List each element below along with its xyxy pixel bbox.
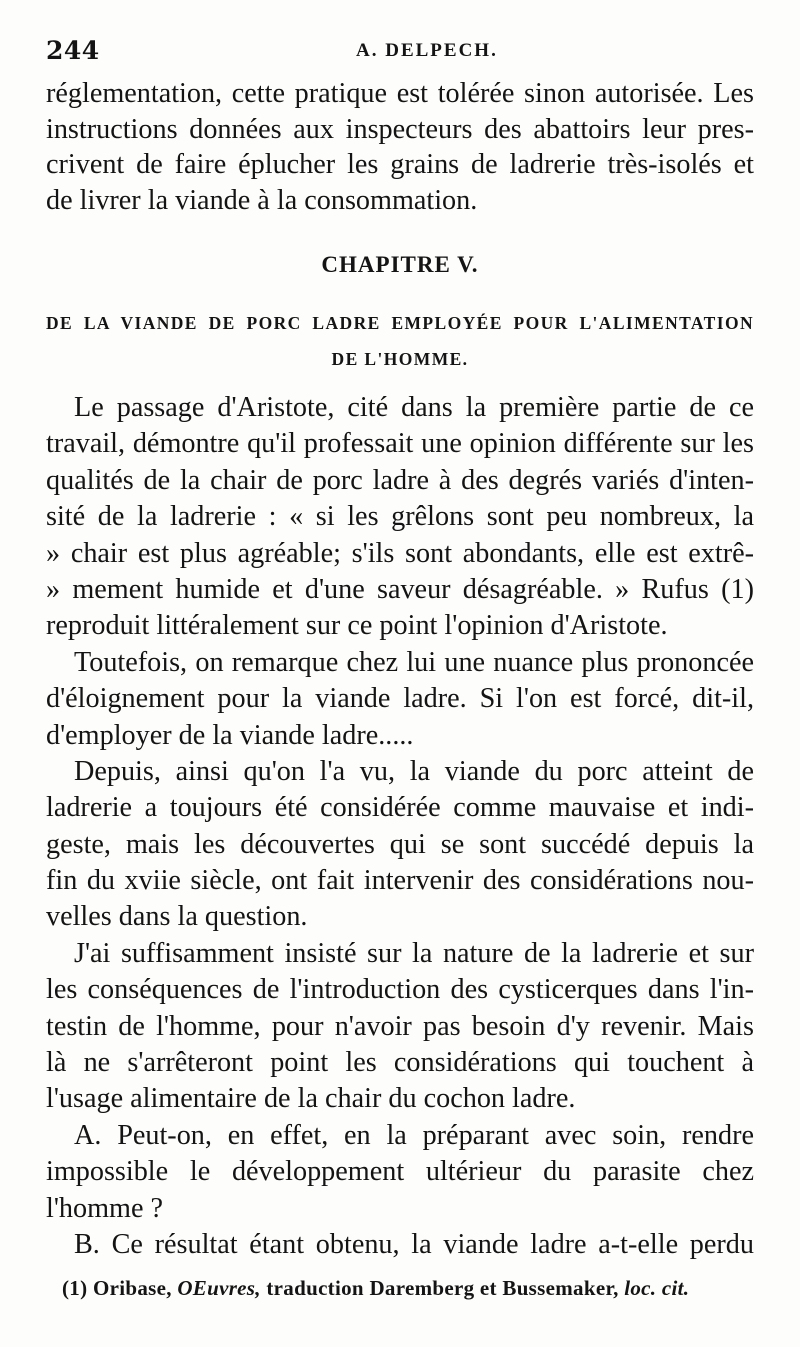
text-line: les conséquences de l'introduction des cysticerques dans l'in- [46, 974, 754, 1006]
text-line: l'usage alimentaire de la chair du cochon ladre. [46, 1083, 576, 1115]
page-number: 244 [46, 36, 100, 65]
text-line: velles dans la question. [46, 901, 308, 933]
text-line: travail, démontre qu'il professait une opinion différente sur les [46, 428, 754, 460]
text-line: ladrerie a toujours été considérée comme mauvaise et indi- [46, 792, 754, 824]
text-line: d'éloignement pour la viande ladre. Si l'on est forcé, dit-il, [46, 683, 754, 715]
footnote [62, 1276, 689, 1301]
main-text [46, 390, 754, 1263]
text-line: Toutefois, on remarque chez lui une nuance plus prononcée [74, 646, 754, 678]
subtitle-line: DE L'HOMME. [331, 349, 469, 369]
text-line: reproduit littéralement sur ce point l'opinion d'Aristote. [46, 610, 668, 642]
text-line: J'ai suffisamment insisté sur la nature de la ladrerie et sur [74, 937, 754, 969]
footnote-text: traduction Daremberg et Bussemaker, [266, 1276, 619, 1300]
text-line: crivent de faire éplucher les grains de ladrerie très-isolés et [46, 149, 754, 181]
text-line: testin de l'homme, pour n'avoir pas besoin d'y revenir. Mais [46, 1010, 754, 1042]
chapter-subtitle [46, 305, 754, 377]
text-line: sité de la ladrerie : « si les grêlons sont peu nombreux, la [46, 501, 754, 533]
footnote-marker: (1) [62, 1276, 88, 1300]
text-line: fin du xviie siècle, ont fait intervenir des considérations nou- [46, 865, 754, 897]
intro-paragraph [46, 76, 754, 219]
text-line: impossible le développement ultérieur du parasite chez [46, 1156, 754, 1188]
text-line: d'employer de la viande ladre..... [46, 719, 414, 751]
page-header [46, 36, 754, 70]
footnote-work: OEuvres, [177, 1276, 261, 1300]
subtitle-line: DE LA VIANDE DE PORC LADRE EMPLOYÉE POUR L'ALIMENTATION [46, 313, 754, 333]
footnote-loc: loc. cit. [624, 1276, 690, 1300]
text-line: là ne s'arrêteront point les considérations qui touchent à [46, 1047, 754, 1079]
text-line: réglementation, cette pratique est tolérée sinon autorisée. Les [46, 78, 754, 109]
text-line: Le passage d'Aristote, cité dans la première partie de ce [74, 392, 754, 423]
text-line: qualités de la chair de porc ladre à des degrés variés d'inten- [46, 464, 754, 496]
chapter-title: CHAPITRE V. [321, 252, 479, 277]
text-line: geste, mais les découvertes qui se sont succédé depuis la [46, 828, 754, 860]
text-line: » chair est plus agréable; s'ils sont abondants, elle est extrê- [46, 537, 754, 569]
running-head: A. DELPECH. [356, 40, 498, 61]
text-line: Depuis, ainsi qu'on l'a vu, la viande du porc atteint de [74, 755, 754, 787]
text-line: » mement humide et d'une saveur désagréable. » Rufus (1) [46, 573, 754, 605]
text-line: de livrer la viande à la consommation. [46, 185, 478, 217]
text-line: instructions données aux inspecteurs des abattoirs leur pres- [46, 113, 754, 145]
footnote-text: Oribase, [92, 1276, 172, 1300]
text-line: B. Ce résultat étant obtenu, la viande ladre a-t-elle perdu [74, 1228, 754, 1260]
text-line: l'homme ? [46, 1192, 164, 1224]
text-line: A. Peut-on, en effet, en la préparant avec soin, rendre [74, 1119, 754, 1151]
